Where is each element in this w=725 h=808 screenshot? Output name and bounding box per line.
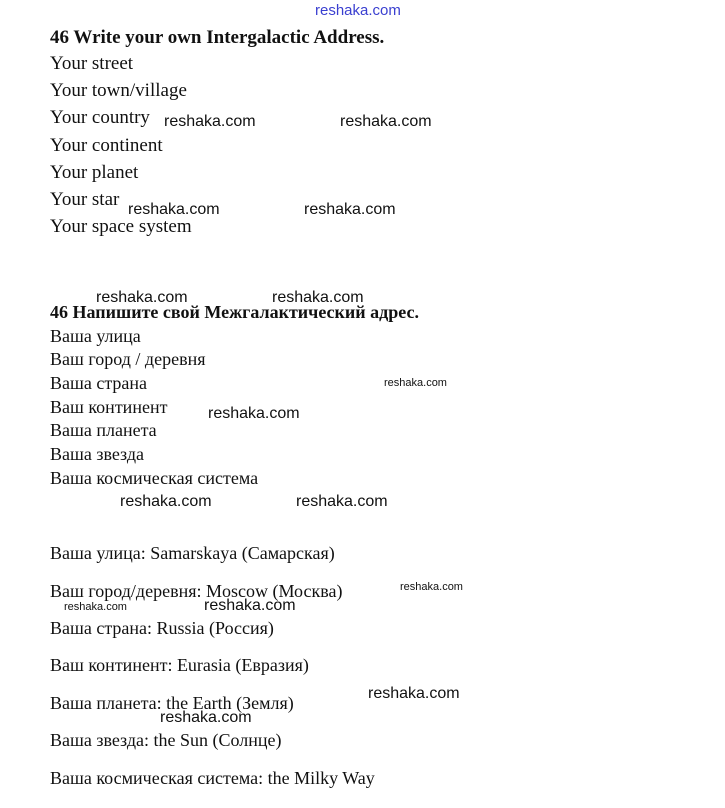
answer-space-system: Ваша космическая система: the Milky Way xyxy=(50,768,375,788)
watermark: reshaka.com xyxy=(128,201,220,218)
answer-planet: Ваша планета: the Earth (Земля) xyxy=(50,693,294,713)
russian-line-town: Ваш город / деревня xyxy=(50,349,206,369)
english-line-star: Your star xyxy=(50,189,120,210)
watermark: reshaka.com xyxy=(208,405,300,422)
watermark: reshaka.com xyxy=(96,289,188,306)
exercise-heading-english: 46 Write your own Intergalactic Address. xyxy=(50,27,385,48)
russian-line-space-system: Ваша космическая система xyxy=(50,468,259,488)
watermark: reshaka.com xyxy=(400,581,463,593)
answer-continent: Ваш континент: Eurasia (Евразия) xyxy=(50,655,309,675)
watermark: reshaka.com xyxy=(64,601,127,613)
watermark: reshaka.com xyxy=(204,597,296,614)
watermark: reshaka.com xyxy=(384,377,447,389)
answer-country: Ваша страна: Russia (Россия) xyxy=(50,618,274,638)
watermark: reshaka.com xyxy=(120,493,212,510)
watermark: reshaka.com xyxy=(296,493,388,510)
watermark: reshaka.com xyxy=(160,709,252,726)
watermark-top: reshaka.com xyxy=(315,2,401,19)
watermark: reshaka.com xyxy=(340,113,432,130)
english-line-space-system: Your space system xyxy=(50,216,192,237)
russian-line-country: Ваша страна xyxy=(50,373,148,393)
watermark: reshaka.com xyxy=(272,289,364,306)
english-line-planet: Your planet xyxy=(50,162,139,183)
answer-street: Ваша улица: Samarskaya (Самарская) xyxy=(50,543,335,563)
russian-line-street: Ваша улица xyxy=(50,326,141,346)
watermark: reshaka.com xyxy=(164,113,256,130)
english-line-continent: Your continent xyxy=(50,135,163,156)
russian-line-continent: Ваш континент xyxy=(50,397,168,417)
english-line-street: Your street xyxy=(50,53,134,74)
exercise-heading-russian: 46 Напишите свой Межгалактический адрес. xyxy=(50,302,419,322)
watermark: reshaka.com xyxy=(304,201,396,218)
watermark: reshaka.com xyxy=(368,685,460,702)
answer-star: Ваша звезда: the Sun (Солнце) xyxy=(50,730,282,750)
russian-line-planet: Ваша планета xyxy=(50,420,157,440)
russian-line-star: Ваша звезда xyxy=(50,444,144,464)
answer-town: Ваш город/деревня: Moscow (Москва) xyxy=(50,581,343,601)
english-line-town: Your town/village xyxy=(50,80,187,101)
english-line-country: Your country xyxy=(50,107,150,128)
